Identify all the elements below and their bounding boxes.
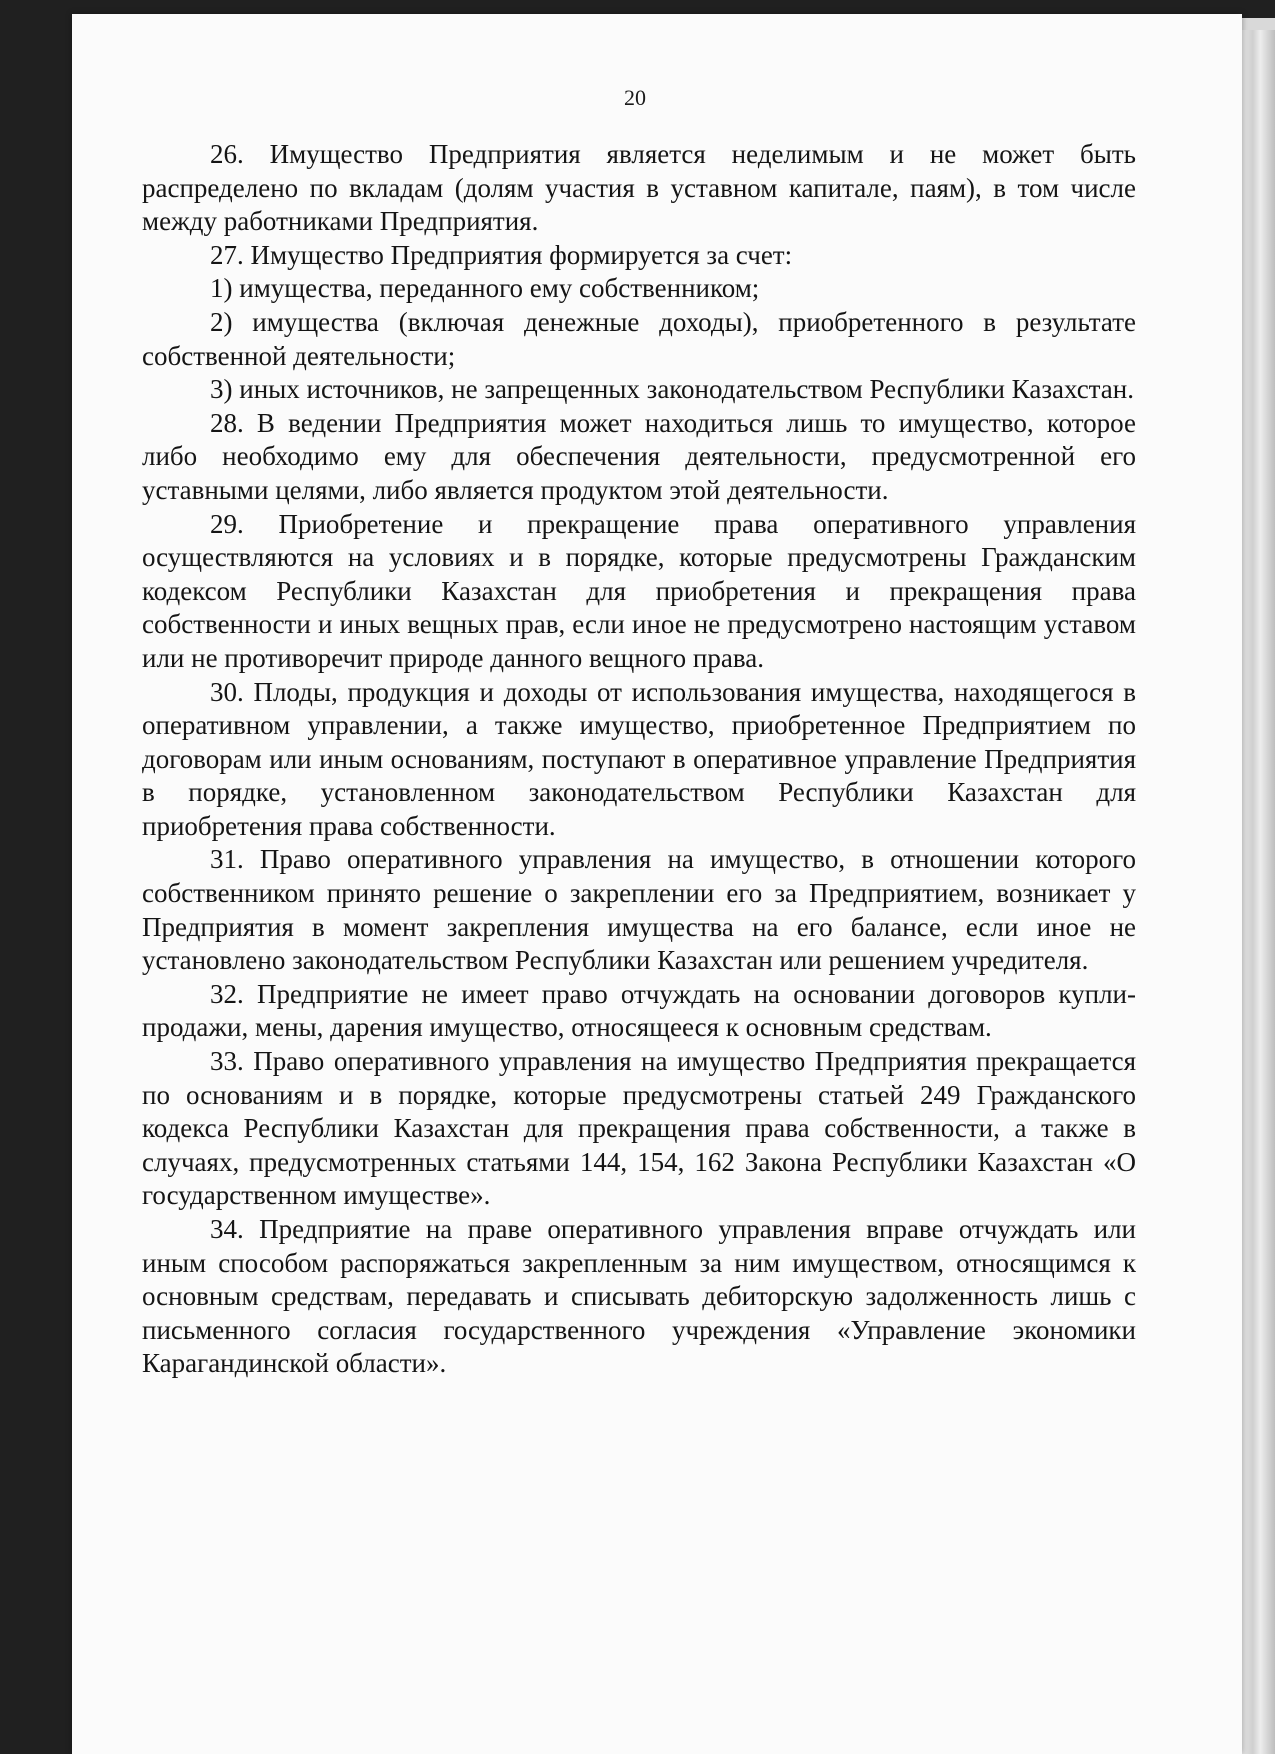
stacked-pages-edge [1238,30,1275,1754]
paragraph-33: 33. Право оперативного управления на имущество Предприятия прекращается по основаниям и в порядке, которые предусмотрены статьей 249 Гражданского кодекса Республики Казахстан для прекращения права собственности, а также в случаях, предусмотренных статьями 144, 154, 162 Закона Республики Казахстан «О государственном имуществе». [142,1046,1136,1211]
paragraph-28: 28. В ведении Предприятия может находиться лишь то имущество, которое либо необходимо ему для обеспечения деятельности, предусмотренной его уставными целями, либо является продуктом этой деятельности. [142,407,1136,505]
paragraph-26: 26. Имущество Предприятия является неделимым и не может быть распределено по вкладам (долям участия в уставном капитале, паям), в том числе между работниками Предприятия. [142,139,1136,237]
page-number: 20 [624,85,646,110]
paragraph-30: 30. Плоды, продукция и доходы от использования имущества, находящегося в оперативном управлении, а также имущество, приобретенное Предприятием по договорам или иным основаниям, поступают в оперативное управление Предприятия в порядке, установленном законодательством Республики Казахстан для приобретения права собственности. [142,676,1136,841]
paragraph-29: 29. Приобретение и прекращение права оперативного управления осуществляются на условиях и в порядке, которые предусмотрены Гражданским кодексом Республики Казахстан для приобретения и прекращения права собственности и иных вещных прав, если иное не предусмотрено настоящим уставом или не противоречит природе данного вещного права. [142,508,1136,673]
paragraph-31: 31. Право оперативного управления на имущество, в отношении которого собственником принято решение о закреплении его за Предприятием, возникает у Предприятия в момент закрепления имущества на его балансе, если иное не установлено законодательством Республики Казахстан или решением учредителя. [142,844,1136,976]
paragraph-32: 32. Предприятие не имеет право отчуждать на основании договоров купли-продажи, мены, дарения имущество, относящееся к основным средствам. [142,978,1136,1043]
list-item-3: 3) иных источников, не запрещенных законодательством Республики Казахстан. [210,374,1134,405]
document-body [142,138,1136,1381]
paragraph-27: 27. Имущество Предприятия формируется за счет: [210,239,793,270]
paragraph-34: 34. Предприятие на праве оперативного управления вправе отчуждать или иным способом распоряжаться закрепленным за ним имуществом, относящимся к основным средствам, передавать и списывать дебиторскую задолженность лишь с письменного согласия государственного учреждения «Управление экономики Карагандинской области». [142,1214,1136,1379]
list-item-1: 1) имущества, переданного ему собственником; [210,273,760,304]
list-item-2: 2) имущества (включая денежные доходы), приобретенного в результате собственной деятельности; [142,306,1136,371]
